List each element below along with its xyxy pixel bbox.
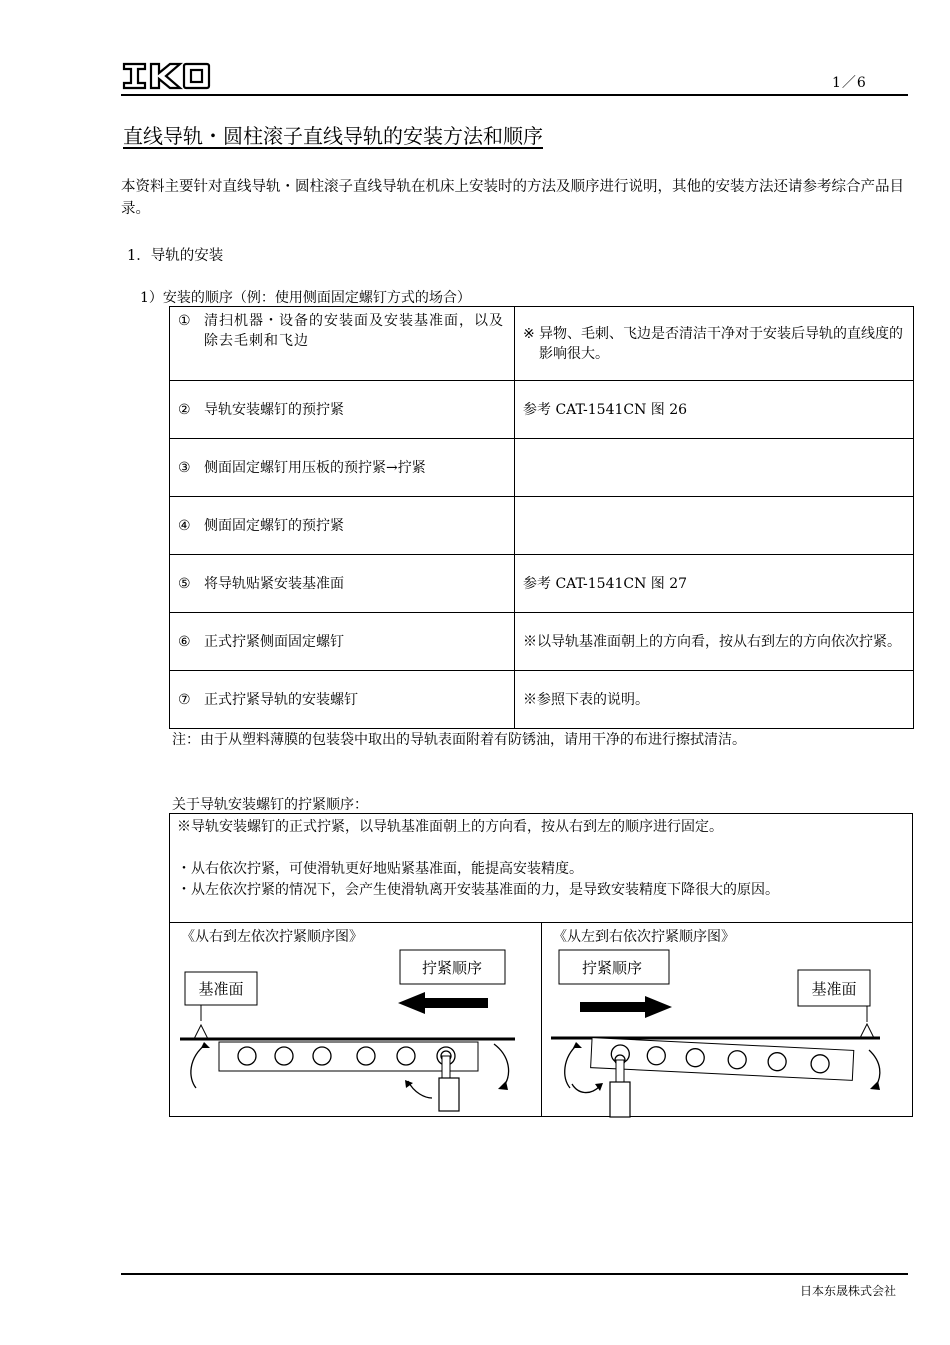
rotate-cw-icon (869, 1050, 880, 1086)
note-cell: ※以导轨基准面朝上的方向看，按从右到左的方向依次拧紧。 (515, 613, 914, 671)
datum-label-box (798, 970, 870, 1006)
datum-label-box (185, 972, 257, 1005)
step-number: ⑤ (178, 575, 191, 592)
page-number: 1／6 (832, 75, 867, 91)
arrow-right-icon (580, 996, 672, 1018)
datum-label: 基准面 (811, 980, 857, 998)
order-label-box (400, 950, 505, 984)
intro-paragraph: 本资料主要针对直线导轨・圆柱滚子直线导轨在机床上安装时的方法及顺序进行说明，其他的安装方法还请参考综合产品目录。 (121, 179, 904, 217)
note-mark: ※ (523, 325, 535, 342)
footer-rule (121, 1273, 908, 1275)
step-cell (170, 439, 515, 497)
installation-steps-table (169, 306, 914, 729)
step-number: ② (178, 401, 191, 418)
left-diagram-caption: 《从右到左依次拧紧顺序图》 (181, 929, 363, 945)
header-rule (121, 94, 908, 96)
step-cell (170, 497, 515, 555)
step-text: 正式拧紧侧面固定螺钉 (204, 633, 344, 650)
left-to-right-diagram (542, 938, 912, 1118)
note-cell (515, 439, 914, 497)
step-number: ④ (178, 517, 191, 534)
datum-label: 基准面 (198, 980, 244, 998)
subsection-heading: 1）安装的顺序（例：使用侧面固定螺钉方式的场合） (140, 290, 471, 306)
note-cell: 参考 CAT-1541CN 图 26 (515, 381, 914, 439)
step-text: 侧面固定螺钉的预拧紧 (204, 517, 344, 534)
step-text: 将导轨贴紧安装基准面 (204, 575, 344, 592)
table-row (170, 613, 914, 671)
iko-logo (121, 60, 211, 92)
rotate-ccw-icon (572, 1084, 600, 1093)
step-text: 侧面固定螺钉用压板的预拧紧→拧紧 (204, 459, 426, 476)
tightening-benefit: ・从右依次拧紧，可使滑轨更好地贴紧基准面，能提高安装精度。 (177, 861, 583, 877)
table-row (170, 439, 914, 497)
step-number: ① (178, 313, 191, 329)
step-cell (170, 555, 515, 613)
table-footnote: 注：由于从塑料薄膜的包装袋中取出的导轨表面附着有防锈油，请用干净的布进行擦拭清洁。 (172, 732, 746, 748)
step-number: ⑥ (178, 633, 191, 650)
step-number: ⑦ (178, 691, 191, 708)
tightening-warning: ・从左依次拧紧的情况下，会产生使滑轨离开安装基准面的力，是导致安装精度下降很大的原因。 (177, 882, 779, 898)
rotate-ccw-icon (191, 1044, 206, 1088)
right-to-left-diagram (170, 938, 541, 1118)
tightening-order-heading: 关于导轨安装螺钉的拧紧顺序： (172, 797, 368, 813)
document-title: 直线导轨・圆柱滚子直线导轨的安装方法和顺序 (123, 124, 543, 148)
arrow-left-icon (398, 992, 488, 1014)
step-cell (170, 307, 515, 381)
step-cell (170, 381, 515, 439)
rotate-cw-icon (494, 1044, 509, 1086)
note-cell: 参考 CAT-1541CN 图 27 (515, 555, 914, 613)
right-diagram-caption: 《从左到右依次拧紧顺序图》 (553, 929, 735, 945)
table-row (170, 381, 914, 439)
order-label: 拧紧顺序 (421, 959, 483, 977)
step-cell (170, 613, 515, 671)
company-name: 日本东晟株式会社 (800, 1284, 897, 1298)
note-cell (515, 307, 914, 381)
guide-rail-tilted (591, 1038, 854, 1081)
table-row (170, 555, 914, 613)
step-cell (170, 671, 515, 729)
order-label: 拧紧顺序 (581, 959, 643, 977)
step-text: 导轨安装螺钉的预拧紧 (204, 401, 344, 418)
table-row (170, 497, 914, 555)
rotate-ccw-icon (565, 1044, 578, 1088)
table-row (170, 307, 914, 381)
tightening-explanation (177, 817, 779, 901)
step-note: 异物、毛刺、飞边是否清洁干净对于安装后导轨的直线度的影响很大。 (539, 325, 903, 362)
datum-support-icon (194, 1025, 208, 1039)
step-text: 清扫机器・设备的安装面及安装基准面，以及除去毛刺和飞边 (204, 313, 504, 349)
table-row (170, 671, 914, 729)
datum-support-icon (860, 1024, 874, 1038)
note-cell: ※参照下表的说明。 (515, 671, 914, 729)
section-heading: 1．导轨的安装 (127, 248, 224, 264)
step-text: 正式拧紧导轨的安装螺钉 (204, 691, 358, 708)
order-label-box (559, 950, 669, 984)
step-number: ③ (178, 459, 191, 476)
note-cell (515, 497, 914, 555)
tightening-rule: ※导轨安装螺钉的正式拧紧，以导轨基准面朝上的方向看，按从右到左的顺序进行固定。 (177, 819, 723, 835)
